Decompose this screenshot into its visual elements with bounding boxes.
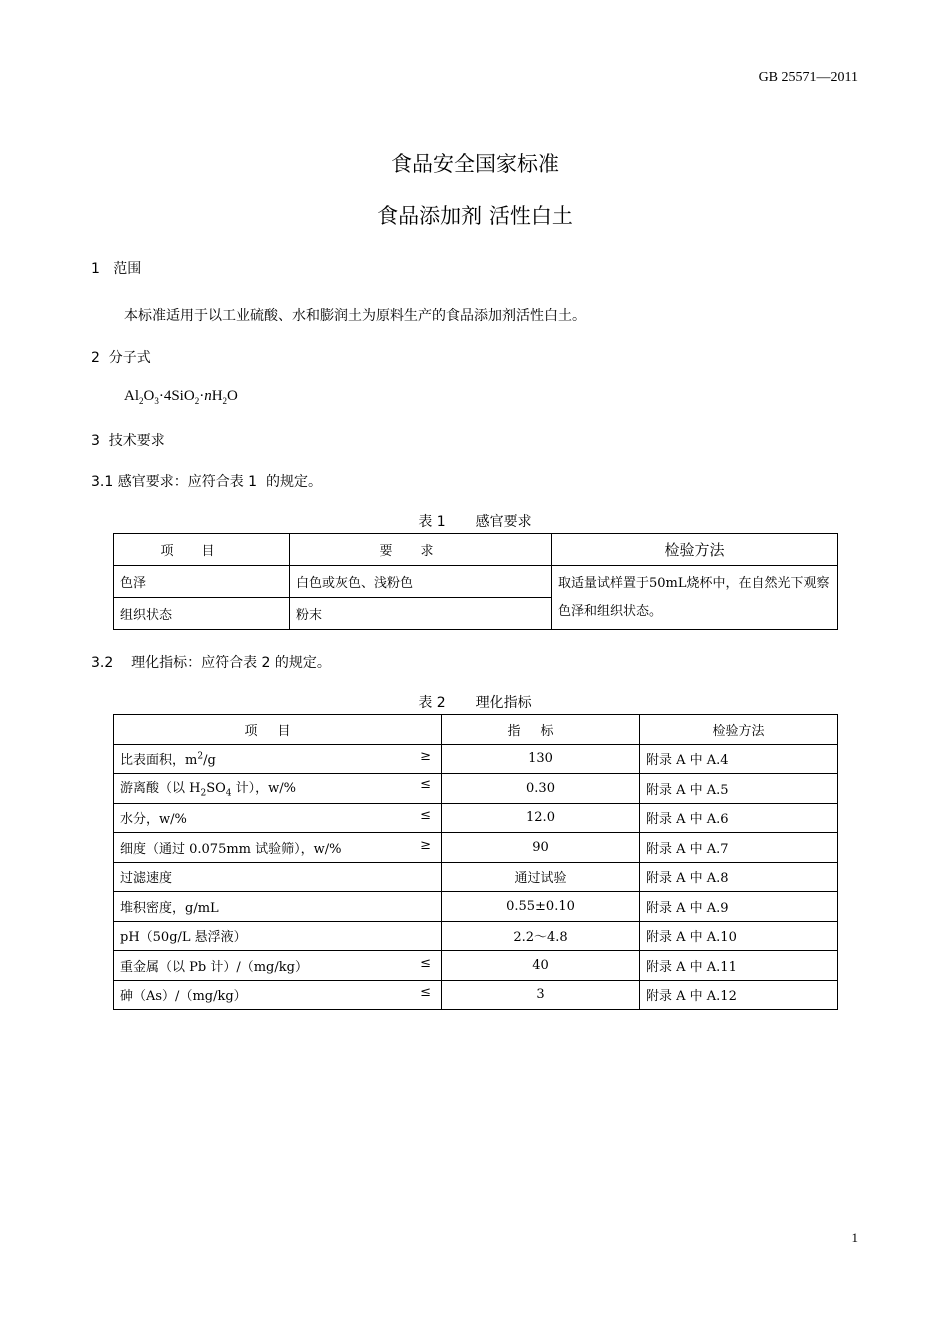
table-row [114, 566, 838, 598]
table-row [114, 744, 838, 774]
table-header-cell: 项目 [114, 534, 290, 566]
table-cell-method: 附录 A 中 A.12 [640, 980, 838, 1010]
section-1-heading: 1 范围 [91, 261, 142, 277]
table-header-cell: 要求 [290, 534, 552, 566]
table-cell-method: 附录 A 中 A.5 [640, 774, 838, 804]
table-cell: 粉末 [290, 598, 552, 630]
table-cell-method: 附录 A 中 A.6 [640, 803, 838, 833]
table-cell-item: 堆积密度，g/mL [114, 892, 442, 922]
table-cell-method: 附录 A 中 A.8 [640, 862, 838, 892]
table-cell: 色泽 [114, 566, 290, 598]
table-cell-value: 90 [442, 833, 640, 863]
table-1-caption: 表 1 感官要求 [418, 514, 532, 530]
table-2-caption: 表 2 理化指标 [418, 695, 532, 711]
table-cell-value: 2.2～4.8 [442, 921, 640, 951]
table-row [114, 833, 838, 863]
table-header-cell: 项目 [114, 715, 442, 745]
table-cell-item: 过滤速度 [114, 862, 442, 892]
table-row [114, 892, 838, 922]
section-3-2-heading: 3.2 理化指标：应符合表 2 的规定。 [91, 655, 331, 671]
table-cell-method: 取适量试样置于50mL烧杯中，在自然光下观察色泽和组织状态。 [552, 566, 838, 630]
table-cell-item: 重金属（以 Pb 计）/（mg/kg） ≤ [114, 951, 442, 981]
table-row [114, 921, 838, 951]
table-header-cell: 指标 [442, 715, 640, 745]
table-row [114, 951, 838, 981]
table-header-row [114, 534, 838, 566]
table-cell-value: 40 [442, 951, 640, 981]
standard-number: GB 25571—2011 [758, 70, 858, 85]
table-cell-item: 水分，w/% ≤ [114, 803, 442, 833]
page-number: 1 [851, 1230, 858, 1245]
table-cell-value: 0.55±0.10 [442, 892, 640, 922]
table-cell-method: 附录 A 中 A.11 [640, 951, 838, 981]
table-row [114, 803, 838, 833]
table-cell-method: 附录 A 中 A.10 [640, 921, 838, 951]
table-row [114, 980, 838, 1010]
main-title: 食品安全国家标准 [391, 152, 559, 176]
table-cell: 组织状态 [114, 598, 290, 630]
section-3-1-heading: 3.1 感官要求：应符合表 1 的规定。 [91, 474, 322, 490]
table-cell-item: 游离酸（以 $H_2SO_4$ 计），w/% ≤ [114, 774, 442, 804]
table-cell-value: 3 [442, 980, 640, 1010]
table-cell-item: 比表面积，$m^2/g$ ≥ [114, 744, 442, 774]
table-row [114, 862, 838, 892]
section-3-heading: 3 技术要求 [91, 433, 165, 449]
table-cell-method: 附录 A 中 A.9 [640, 892, 838, 922]
table-header-cell: 检验方法 [552, 534, 838, 566]
table-cell-value: 0.30 [442, 774, 640, 804]
table-cell: 白色或灰色、浅粉色 [290, 566, 552, 598]
section-1-body: 本标准适用于以工业硫酸、水和膨润土为原料生产的食品添加剂活性白土。 [124, 308, 586, 324]
physicochemical-indicators-table [113, 714, 838, 1010]
table-cell-value: 通过试验 [442, 862, 640, 892]
table-header-cell: 检验方法 [640, 715, 838, 745]
section-2-heading: 2 分子式 [91, 350, 151, 366]
table-cell-value: 12.0 [442, 803, 640, 833]
table-cell-item: 细度（通过 0.075mm 试验筛），w/% ≥ [114, 833, 442, 863]
table-cell-item: pH（50g/L 悬浮液） [114, 921, 442, 951]
table-cell-item: 砷（As）/（mg/kg） ≤ [114, 980, 442, 1010]
sub-title: 食品添加剂 活性白土 [377, 204, 573, 228]
table-header-row [114, 715, 838, 745]
table-cell-value: 130 [442, 744, 640, 774]
table-cell-method: 附录 A 中 A.4 [640, 744, 838, 774]
sensory-requirements-table [113, 533, 838, 630]
molecular-formula: $Al_2O_3\cdot 4SiO_2\cdot nH_2O$ [124, 388, 238, 406]
table-cell-method: 附录 A 中 A.7 [640, 833, 838, 863]
table-row [114, 774, 838, 804]
